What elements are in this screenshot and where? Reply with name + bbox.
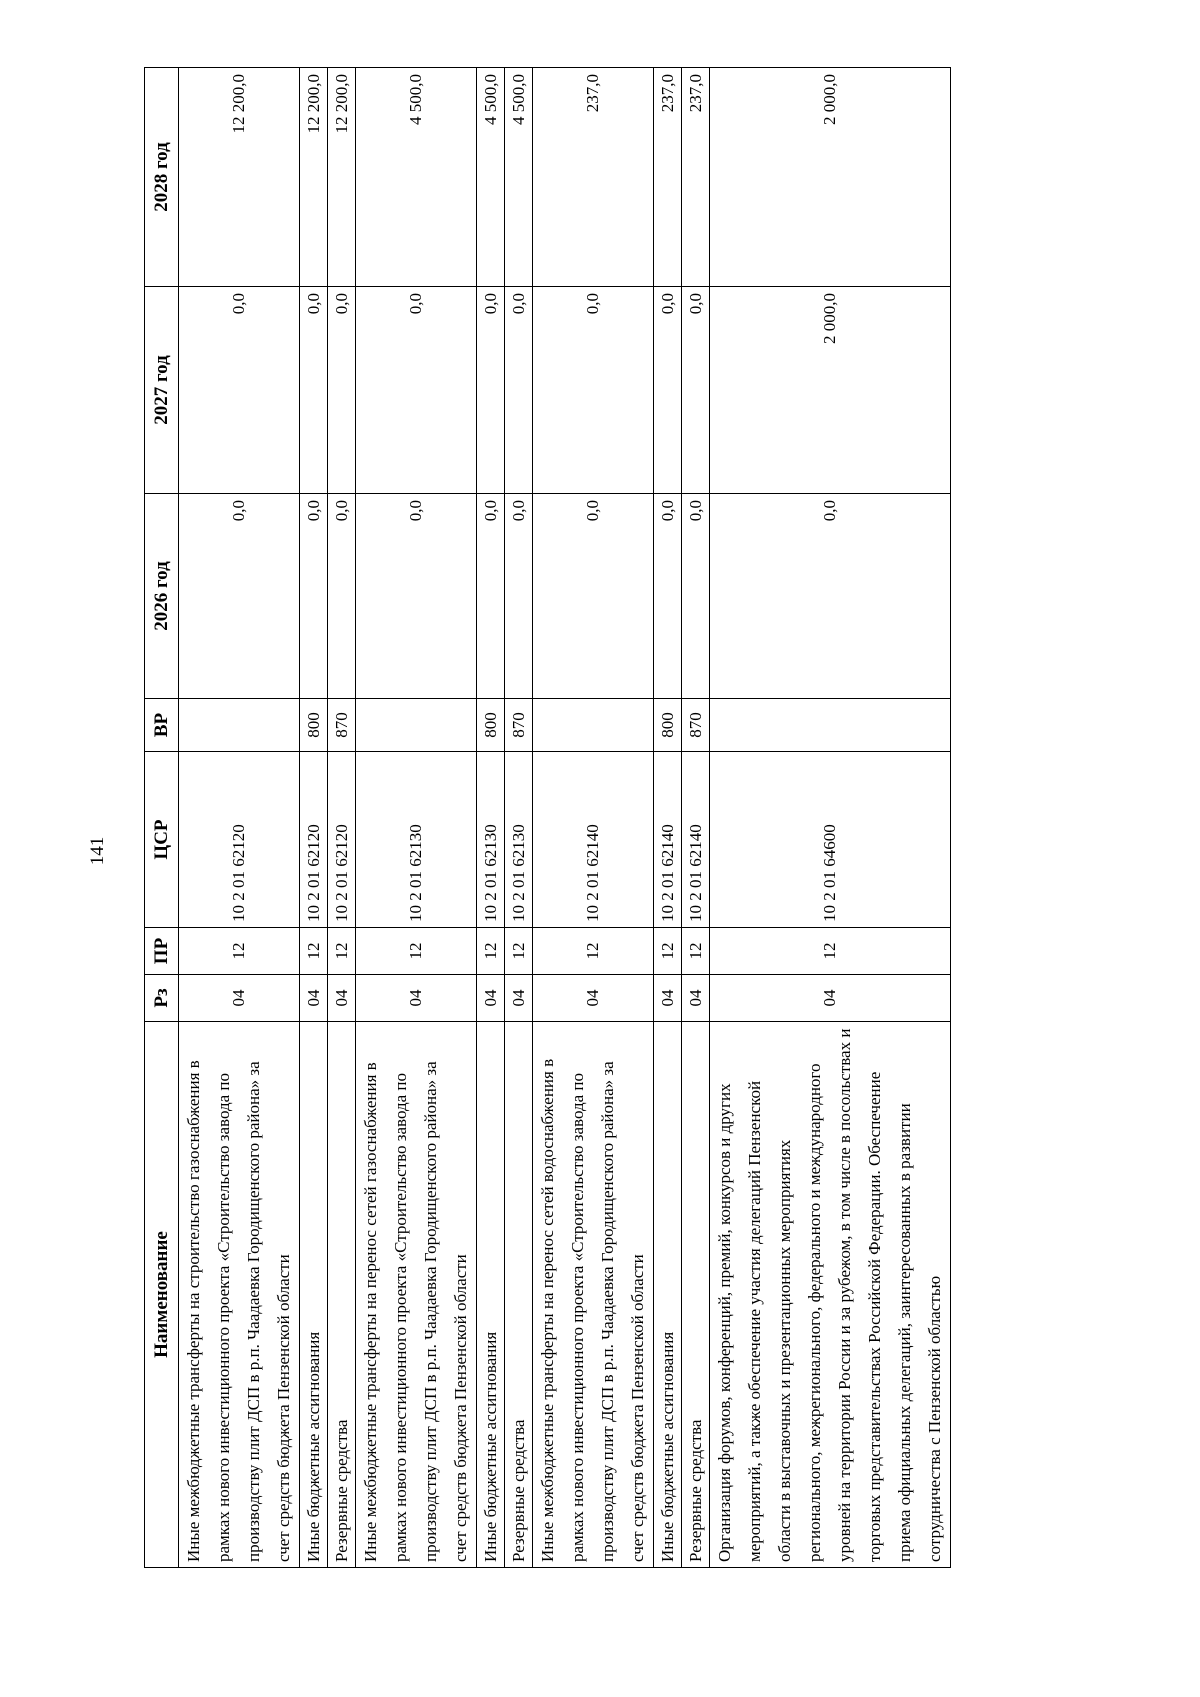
cell-name: Резервные средства	[505, 1022, 533, 1568]
cell-vr: 870	[505, 699, 533, 752]
cell-2027: 0,0	[179, 287, 300, 494]
header-pr: ПР	[145, 928, 179, 975]
cell-2026: 0,0	[356, 494, 477, 699]
header-name: Наименование	[145, 1022, 179, 1568]
cell-vr	[710, 699, 951, 752]
table-row	[328, 68, 356, 1568]
header-2028: 2028 год	[145, 68, 179, 287]
cell-pr: 12	[179, 928, 300, 975]
header-rz: Рз	[145, 975, 179, 1022]
cell-pr: 12	[533, 928, 654, 975]
cell-pr: 12	[477, 928, 505, 975]
cell-2027: 0,0	[505, 287, 533, 494]
cell-csr: 10 2 01 62140	[682, 752, 710, 928]
cell-2026: 0,0	[179, 494, 300, 699]
cell-name: Иные межбюджетные трансферты на строительство газоснабжения в рамках нового инвестиционного проекта «Строительство завода по производству плит ДСП в р.п. Чаадаевка Городищенского района» за счет средств бюджета Пензенской области	[179, 1022, 300, 1568]
table-row	[505, 68, 533, 1568]
page-number: 141	[87, 836, 108, 866]
cell-csr: 10 2 01 62130	[477, 752, 505, 928]
cell-2026: 0,0	[328, 494, 356, 699]
cell-2026: 0,0	[533, 494, 654, 699]
cell-pr: 12	[505, 928, 533, 975]
table-row	[179, 68, 300, 1568]
cell-2027: 0,0	[682, 287, 710, 494]
cell-2028: 12 200,0	[328, 68, 356, 287]
cell-name: Резервные средства	[682, 1022, 710, 1568]
cell-pr: 12	[710, 928, 951, 975]
cell-pr: 12	[300, 928, 328, 975]
cell-pr: 12	[356, 928, 477, 975]
cell-pr: 12	[654, 928, 682, 975]
cell-2028: 237,0	[533, 68, 654, 287]
cell-csr: 10 2 01 62120	[300, 752, 328, 928]
header-csr: ЦСР	[145, 752, 179, 928]
cell-2026: 0,0	[682, 494, 710, 699]
cell-2027: 0,0	[300, 287, 328, 494]
cell-2027: 2 000,0	[710, 287, 951, 494]
table-row	[710, 68, 951, 1568]
cell-pr: 12	[328, 928, 356, 975]
cell-csr: 10 2 01 62140	[533, 752, 654, 928]
cell-2026: 0,0	[710, 494, 951, 699]
cell-2027: 0,0	[533, 287, 654, 494]
header-2026: 2026 год	[145, 494, 179, 699]
cell-rz: 04	[179, 975, 300, 1022]
cell-vr	[179, 699, 300, 752]
header-2027: 2027 год	[145, 287, 179, 494]
cell-vr: 800	[300, 699, 328, 752]
cell-vr	[356, 699, 477, 752]
cell-2028: 2 000,0	[710, 68, 951, 287]
cell-name: Иные бюджетные ассигнования	[477, 1022, 505, 1568]
cell-2026: 0,0	[477, 494, 505, 699]
table-header-row	[145, 68, 179, 1568]
cell-rz: 04	[505, 975, 533, 1022]
cell-csr: 10 2 01 62130	[505, 752, 533, 928]
cell-rz: 04	[533, 975, 654, 1022]
table-row	[300, 68, 328, 1568]
cell-name: Иные бюджетные ассигнования	[654, 1022, 682, 1568]
table-row	[682, 68, 710, 1568]
header-vr: ВР	[145, 699, 179, 752]
rotated-table-container	[144, 68, 1044, 1568]
cell-2028: 4 500,0	[477, 68, 505, 287]
table-row	[533, 68, 654, 1568]
table-row	[356, 68, 477, 1568]
cell-2026: 0,0	[505, 494, 533, 699]
cell-name: Иные бюджетные ассигнования	[300, 1022, 328, 1568]
cell-vr	[533, 699, 654, 752]
cell-name: Иные межбюджетные трансферты на перенос сетей газоснабжения в рамках нового инвестиционного проекта «Строительство завода по производству плит ДСП в р.п. Чаадаевка Городищенского района» за счет средств бюджета Пензенской области	[356, 1022, 477, 1568]
cell-name: Резервные средства	[328, 1022, 356, 1568]
table-row	[654, 68, 682, 1568]
cell-vr: 800	[654, 699, 682, 752]
cell-rz: 04	[682, 975, 710, 1022]
cell-csr: 10 2 01 62140	[654, 752, 682, 928]
cell-2027: 0,0	[328, 287, 356, 494]
cell-csr: 10 2 01 62120	[328, 752, 356, 928]
cell-rz: 04	[477, 975, 505, 1022]
cell-2027: 0,0	[356, 287, 477, 494]
cell-2028: 237,0	[682, 68, 710, 287]
cell-2028: 4 500,0	[505, 68, 533, 287]
cell-2028: 237,0	[654, 68, 682, 287]
cell-2026: 0,0	[300, 494, 328, 699]
cell-2026: 0,0	[654, 494, 682, 699]
cell-pr: 12	[682, 928, 710, 975]
cell-rz: 04	[710, 975, 951, 1022]
cell-2027: 0,0	[477, 287, 505, 494]
cell-vr: 870	[328, 699, 356, 752]
cell-csr: 10 2 01 62120	[179, 752, 300, 928]
cell-rz: 04	[328, 975, 356, 1022]
cell-rz: 04	[654, 975, 682, 1022]
cell-rz: 04	[356, 975, 477, 1022]
cell-csr: 10 2 01 64600	[710, 752, 951, 928]
cell-2027: 0,0	[654, 287, 682, 494]
cell-csr: 10 2 01 62130	[356, 752, 477, 928]
cell-name: Организация форумов, конференций, премий, конкурсов и других мероприятий, а также обеспечение участия делегаций Пензенской области в выставочных и презентационных мероприятиях регионального, межрегионального, федерального и международного уровней на территории России и за рубежом, в том числе в посольствах и торговых представительствах Российской Федерации. Обеспечение приема официальных делегаций, заинтересованных в развитии сотрудничества с Пензенской областью	[710, 1022, 951, 1568]
cell-rz: 04	[300, 975, 328, 1022]
table-row	[477, 68, 505, 1568]
cell-2028: 4 500,0	[356, 68, 477, 287]
cell-name: Иные межбюджетные трансферты на перенос сетей водоснабжения в рамках нового инвестиционного проекта «Строительство завода по производству плит ДСП в р.п. Чаадаевка Городищенского района» за счет средств бюджета Пензенской области	[533, 1022, 654, 1568]
budget-table	[144, 67, 951, 1568]
cell-vr: 800	[477, 699, 505, 752]
cell-vr: 870	[682, 699, 710, 752]
cell-2028: 12 200,0	[179, 68, 300, 287]
cell-2028: 12 200,0	[300, 68, 328, 287]
